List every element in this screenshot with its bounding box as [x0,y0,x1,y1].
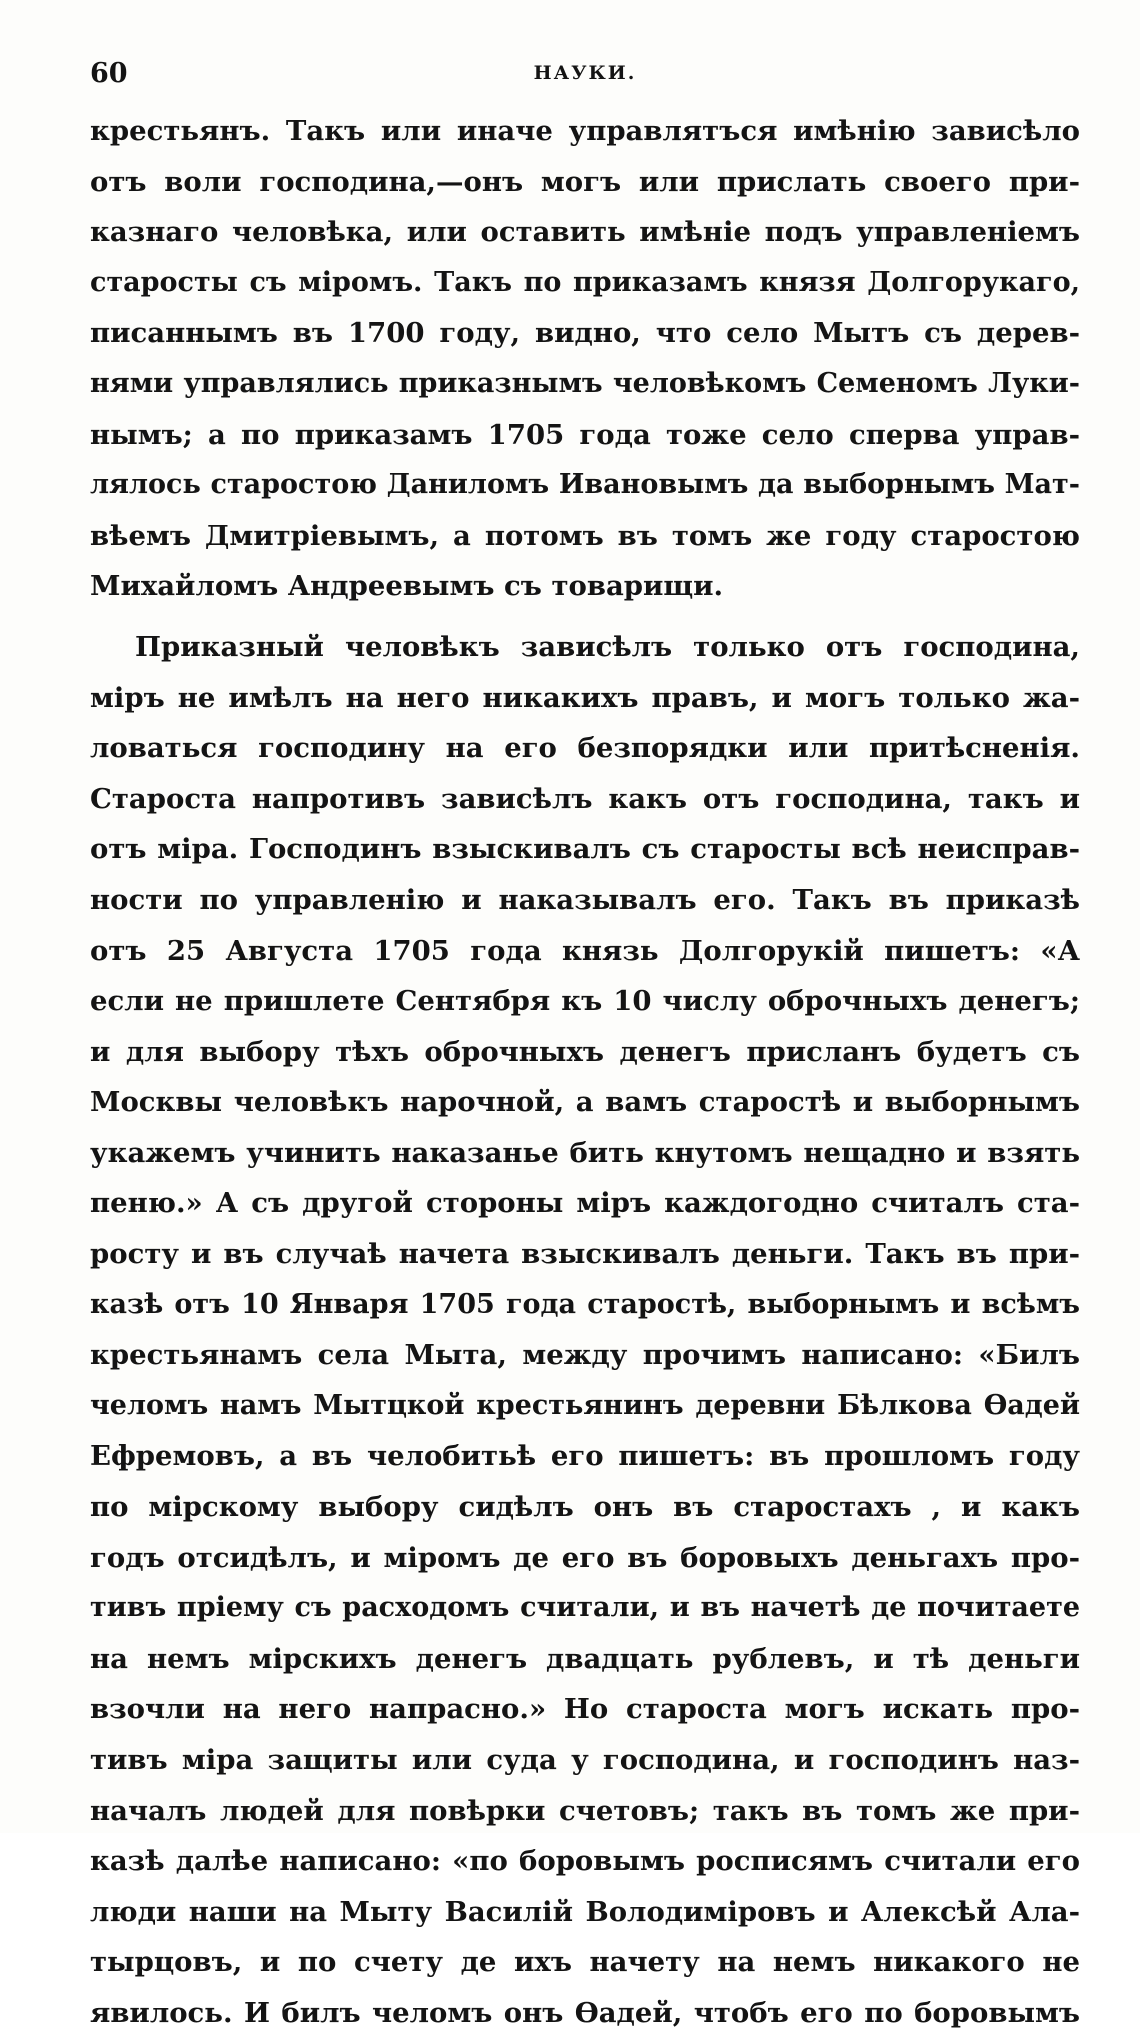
text-line: нымъ; а по приказамъ 1705 года тоже село сперва управ- [90,418,1080,451]
text-line: годъ отсидѣлъ, и міромъ де его въ боровыхъ деньгахъ про- [90,1541,1080,1574]
text-line: отъ воли господина,—онъ могъ или прислать своего при- [90,165,1080,198]
text-line: Староста напротивъ зависѣлъ какъ отъ господина, такъ и [90,782,1080,815]
paragraph-gap [90,612,1080,622]
text-line: росту и въ случаѣ начета взыскивалъ деньги. Такъ въ при- [90,1238,1080,1271]
running-title: НАУКИ. [533,62,637,84]
text-line: и для выбору тѣхъ оброчныхъ денегъ присланъ будетъ съ [90,1035,1080,1068]
text-line: лялось старостою Даниломъ Ивановымъ да выборнымъ Мат- [90,469,1080,501]
text-line: ловаться господину на его безпорядки или притѣсненія. [90,732,1080,765]
text-line: казѣ отъ 10 Января 1705 года старостѣ, выборнымъ и всѣмъ [90,1288,1080,1320]
text-line: тивъ пріему съ расходомъ считали, и въ начетѣ де почитаете [90,1592,1080,1624]
text-line: отъ міра. Господинъ взыскивалъ съ старосты всѣ неисправ- [90,833,1080,866]
text-line: укажемъ учинить наказанье бить кнутомъ нещадно и взять [90,1136,1080,1169]
text-line: тивъ міра защиты или суда у господина, и господинъ наз- [90,1744,1080,1776]
page-number: 60 [90,58,128,89]
text-line: взочли на него напрасно.» Но староста могъ искать про- [90,1693,1080,1726]
text-line: отъ 25 Августа 1705 года князь Долгорукій пишетъ: «А [90,934,1080,967]
text-line: на немъ мірскихъ денегъ двадцать рублевъ, и тѣ деньги [90,1642,1080,1675]
text-line: писаннымъ въ 1700 году, видно, что село Мытъ съ дерев- [90,317,1080,350]
body-text [90,106,1080,2039]
text-line: челомъ намъ Мытцкой крестьянинъ деревни Бѣлкова Ѳадей [90,1389,1080,1421]
text-line: нями управлялись приказнымъ человѣкомъ Семеномъ Луки- [90,367,1080,399]
text-line: казѣ далѣе написано: «по боровымъ росписямъ считали его [90,1845,1080,1878]
text-line: если не пришлете Сентября къ 10 числу оброчныхъ денегъ; [90,985,1080,1018]
text-line: люди наши на Мыту Василій Володиміровъ и Алексѣй Ала- [90,1895,1080,1928]
text-line: по мірскому выбору сидѣлъ онъ въ старостахъ , и какъ [90,1491,1080,1524]
text-line: Ефремовъ, а въ челобитьѣ его пишетъ: въ прошломъ году [90,1440,1080,1473]
running-head [90,58,1080,98]
text-line: пеню.» А съ другой стороны міръ каждогодно считалъ ста- [90,1187,1080,1220]
text-line: Михайломъ Андреевымъ съ товарищи. [90,570,724,603]
text-line: Москвы человѣкъ нарочной, а вамъ старостѣ и выборнымъ [90,1086,1080,1119]
text-line: явилось. И билъ челомъ онъ Ѳадей, чтобъ его по боровымъ [90,1996,1080,2029]
text-line: вѣемъ Дмитріевымъ, а потомъ въ томъ же году старостою [90,519,1080,552]
text-line: казнаго человѣка, или оставить имѣніе подъ управленіемъ [90,216,1080,249]
paragraph [90,106,1080,612]
text-line: ности по управленію и наказывалъ его. Такъ въ приказѣ [90,883,1080,916]
text-line: Приказный человѣкъ зависѣлъ только отъ господина, [135,630,1080,663]
text-line: старосты съ міромъ. Такъ по приказамъ князя Долгорукаго, [90,266,1080,298]
text-line: тырцовъ, и по счету де ихъ начету на немъ никакого не [90,1946,1080,1979]
paragraph [90,622,1080,2039]
text-line: началъ людей для повѣрки счетовъ; такъ въ томъ же при- [90,1794,1080,1827]
text-line: міръ не имѣлъ на него никакихъ правъ, и могъ только жа- [90,681,1080,714]
text-line: крестьянамъ села Мыта, между прочимъ написано: «Билъ [90,1339,1080,1372]
text-line: крестьянъ. Такъ или иначе управлятъся имѣнію зависѣло [90,115,1080,147]
